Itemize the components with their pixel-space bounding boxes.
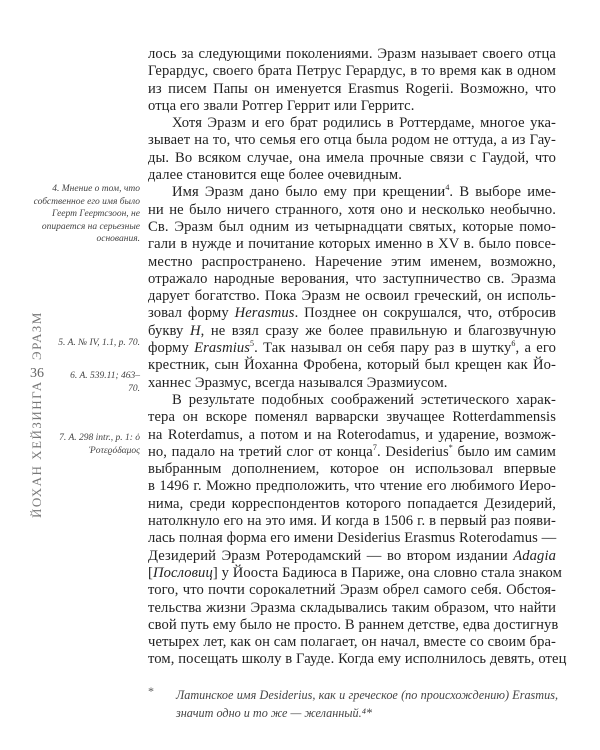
text-line [148, 46, 556, 63]
text-segment: Erasmius [194, 340, 251, 357]
text-segment: том, посещать школу в Гауде. Когда ему исполнилось девять, отец [148, 651, 567, 668]
text-line [148, 478, 556, 495]
text-line [148, 323, 556, 340]
text-segment: лась полная форма его имени Desiderius Erasmus Roterodamus — [148, 530, 557, 547]
text-segment: тельства жизни Эразма складывались таким образом, что найти [148, 599, 556, 616]
text-segment: местно распространено. Наречение этим именем, возможно, [148, 253, 556, 270]
text-segment: форму [148, 340, 195, 357]
text-segment: зывает на то, что семья его отца была родом не оттуда, а из Гау- [148, 132, 556, 149]
text-line [148, 184, 556, 201]
text-segment: Хотя Эразм и его брат родились в Роттердаме, многое ука- [172, 115, 556, 132]
text-line [148, 461, 556, 478]
text-segment: . Так называл он себя пару раз в шутку [254, 340, 512, 357]
text-line [148, 496, 556, 513]
text-line [148, 115, 556, 132]
text-line [148, 305, 556, 322]
text-segment: . В выборе име- [449, 184, 557, 201]
running-head-section: ЭРАЗМ [29, 311, 44, 360]
footnote-ref: 7 [372, 442, 377, 452]
footnote-ref: * [448, 442, 453, 452]
text-segment: свой путь ему было не просто. В раннем детстве, едва достигнув [148, 616, 559, 633]
text-line [148, 651, 567, 668]
text-line [148, 340, 556, 357]
text-line [148, 375, 556, 392]
text-segment: того, что почти сорокалетний Эразм обрел самого себя. Обстоя- [148, 582, 556, 599]
text-segment: натолкнуло его на это имя. И когда в 1506 г. в первый раз появи- [148, 513, 556, 530]
text-line [148, 132, 556, 149]
text-segment: Herasmus [234, 305, 295, 322]
text-segment: в 1496 г. Можно предположить, что чтение его любимого Иеро- [148, 478, 556, 495]
text-segment: выбранным дополнением, которое он использовал впервые [148, 461, 556, 478]
text-line [148, 167, 556, 184]
text-segment: , не взял сразу же более правильную и благозвучную [200, 322, 556, 339]
text-line [148, 219, 556, 236]
text-segment: Дезидерий Эразм Ротеродамский — во втором издании [148, 547, 514, 564]
text-segment: тера он вскоре поменял варварски звучащее Rotterdammensis [148, 409, 556, 426]
margin-note-6: 6. A. 539.11; 463–70. [70, 371, 140, 394]
text-segment: четырех лет, как он сам полагает, он начал, вместе со своим бра- [148, 634, 556, 651]
text-segment: ] у Йооста Бадиюса в Париже, она словно стала знаком [212, 564, 562, 581]
running-head-author: ЙОХАН ХЕЙЗИНГА [29, 380, 44, 518]
text-segment: , а его [515, 340, 556, 357]
text-line [148, 513, 556, 530]
text-segment: далее становится еще более очевидным. [148, 167, 402, 184]
text-line [148, 357, 556, 374]
margin-note-4: 4. Мнение о том, что собственное его имя было Геерт Геертсзоон, не опирается на серьезные основания. [33, 184, 140, 244]
main-text [148, 46, 567, 669]
text-segment: В результате подобных соображений эстетического харак- [172, 391, 556, 408]
text-line [148, 202, 556, 219]
text-segment: лось за следующими поколениями. Эразм называет своего отца [148, 46, 556, 62]
text-line [148, 271, 556, 288]
text-segment: отца его звали Ротгер Геррит или Герритс. [148, 97, 415, 114]
text-line [148, 600, 556, 617]
text-segment: крестник, сын Йоханна Фробена, который был крещен как Йо- [148, 357, 556, 374]
footnote-text: Латинское имя Desiderius, как и греческое (по происхождению) Erasmus, значит одно и то же — желанный.⁴* [176, 688, 558, 720]
text-line [148, 564, 562, 582]
text-segment: ни не было ничего странного, хотя оно и несколько необычно. [148, 201, 556, 218]
text-line [148, 254, 556, 271]
margin-note-5: 5. A. № IV, 1.1, p. 70. [58, 338, 140, 348]
footnote-ref: 6 [511, 339, 516, 349]
text-segment: нима, среди корреспондентов которого попадается Дезидерий, [148, 495, 556, 512]
text-line [148, 392, 556, 409]
text-line [148, 63, 556, 80]
footnote-ref: 4 [445, 183, 450, 193]
text-line [148, 616, 559, 634]
text-segment: . Desiderius [376, 443, 449, 460]
text-line [148, 98, 556, 115]
text-segment: Герардус, своего брата Петрус Герардус, в то время как в одном [148, 63, 556, 80]
text-segment: гали в нужде и почитание которых именно в XV в. было повсе- [148, 236, 556, 253]
text-line [148, 548, 556, 565]
text-segment: Св. Эразм был одним из четырнадцати святых, которые помо- [148, 218, 556, 235]
footnote-marker: * [148, 684, 154, 698]
text-segment: но, падало на третий слог от конца [148, 443, 373, 460]
text-segment: из писем Папы он именуется Erasmus Rogerii. Возможно, что [148, 80, 556, 97]
text-segment: Пословиц [152, 564, 213, 581]
page-number: 36 [30, 366, 44, 381]
text-line [148, 288, 556, 305]
text-segment: букву [148, 322, 190, 339]
text-segment: Имя Эразм дано было ему при крещении [172, 184, 446, 201]
text-segment: ды. Во всяком случае, она имела прочные связи с Гаудой, что [148, 149, 556, 166]
text-segment: ханнес Эразмус, всегда назывался Эразмиусом. [148, 374, 448, 391]
text-segment: . Позднее он сокрушался, что, отбросив [294, 305, 557, 322]
text-line [148, 150, 556, 167]
text-line [148, 530, 556, 547]
text-line [148, 236, 556, 253]
text-segment: Adagia [513, 547, 556, 564]
text-line [148, 634, 556, 651]
text-segment: [ [148, 564, 153, 581]
text-line [148, 81, 556, 98]
margin-note-7: 7. A. 298 intr., p. 1: ὁ Ῥοτεϱόδαμος [59, 433, 140, 456]
text-line [148, 409, 556, 426]
text-line [148, 582, 556, 599]
text-segment: дарует богатство. Пока Эразм не освоил греческий, он исполь- [148, 288, 556, 305]
text-line [148, 444, 556, 461]
text-segment: отражало народные верования, что заступничество св. Эразма [148, 270, 556, 287]
footnote-ref: 5 [250, 339, 255, 349]
text-line [148, 427, 556, 444]
text-segment: на Roterdamus, а потом и на Roterodamus, и ударение, возмож- [148, 426, 556, 443]
text-segment: H [189, 322, 201, 339]
text-segment: было им самим [452, 443, 556, 460]
text-segment: зовал форму [148, 305, 235, 322]
